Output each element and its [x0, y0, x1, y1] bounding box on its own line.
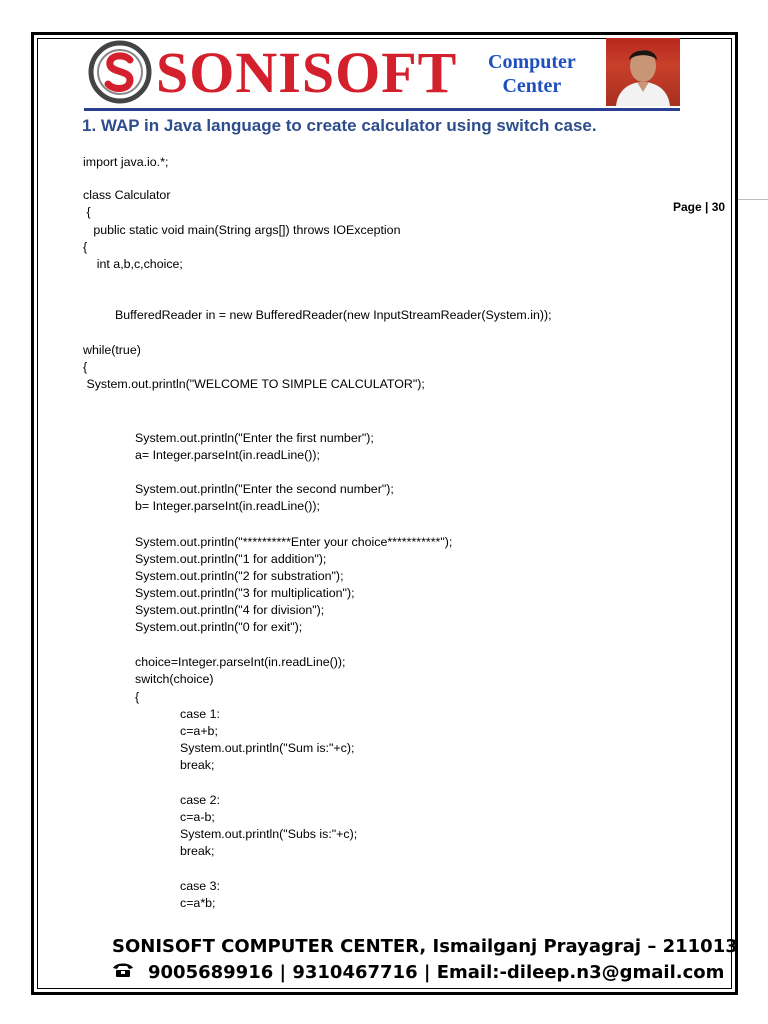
code-line: class Calculator: [83, 188, 171, 202]
code-line: System.out.println("Enter the second number");: [135, 482, 394, 496]
code-line: int a,b,c,choice;: [83, 257, 183, 271]
sonisoft-logo-icon: [88, 40, 152, 104]
code-line: System.out.println("1 for addition");: [135, 552, 327, 566]
page-number: Page | 30: [673, 200, 726, 214]
code-line: System.out.println("**********Enter your choice***********");: [135, 535, 453, 549]
code-line: {: [83, 205, 91, 219]
code-line: choice=Integer.parseInt(in.readLine());: [135, 655, 346, 669]
code-line: System.out.println("4 for division");: [135, 603, 325, 617]
letterhead: [88, 38, 680, 110]
brand-subtitle-line1: Computer: [488, 51, 576, 73]
code-line: c=a-b;: [180, 810, 215, 824]
code-line: System.out.println("2 for substration");: [135, 569, 344, 583]
brand-name: SONISOFT: [156, 40, 458, 105]
code-line: BufferedReader in = new BufferedReader(new InputStreamReader(System.in));: [115, 308, 552, 322]
code-line: case 1:: [180, 707, 220, 721]
code-line: System.out.println("0 for exit");: [135, 620, 303, 634]
code-line: break;: [180, 758, 215, 772]
code-line: a= Integer.parseInt(in.readLine());: [135, 448, 320, 462]
header-divider: [84, 108, 680, 111]
code-line: import java.io.*;: [83, 155, 169, 169]
code-line: public static void main(String args[]) throws IOException: [83, 223, 401, 237]
question-heading: 1. WAP in Java language to create calculator using switch case.: [82, 116, 597, 135]
code-line: break;: [180, 844, 215, 858]
owner-photo: [606, 38, 680, 106]
code-line: {: [83, 240, 88, 254]
code-line: c=a+b;: [180, 724, 218, 738]
code-line: System.out.println("3 for multiplication");: [135, 586, 355, 600]
code-line: case 2:: [180, 793, 220, 807]
code-line: System.out.println("WELCOME TO SIMPLE CALCULATOR");: [83, 377, 425, 391]
brand-subtitle-line2: Center: [502, 75, 562, 97]
telephone-icon: [112, 962, 134, 984]
code-line: c=a*b;: [180, 896, 216, 910]
footer-address: SONISOFT COMPUTER CENTER, Ismailganj Prayagraj – 211013: [112, 936, 738, 957]
footer-contact: [112, 962, 724, 984]
brand-subtitle: [488, 50, 576, 98]
code-line: System.out.println("Enter the first number");: [135, 431, 374, 445]
page-number-rule: [738, 199, 768, 200]
code-line: case 3:: [180, 879, 220, 893]
code-line: System.out.println("Subs is:"+c);: [180, 827, 358, 841]
code-line: b= Integer.parseInt(in.readLine());: [135, 499, 320, 513]
code-line: while(true): [83, 343, 141, 357]
code-line: {: [83, 360, 88, 374]
code-line: {: [135, 690, 140, 704]
code-line: switch(choice): [135, 672, 214, 686]
code-line: System.out.println("Sum is:"+c);: [180, 741, 355, 755]
footer-contact-text: 9005689916 | 9310467716 | Email:-dileep.n3@gmail.com: [148, 962, 725, 983]
